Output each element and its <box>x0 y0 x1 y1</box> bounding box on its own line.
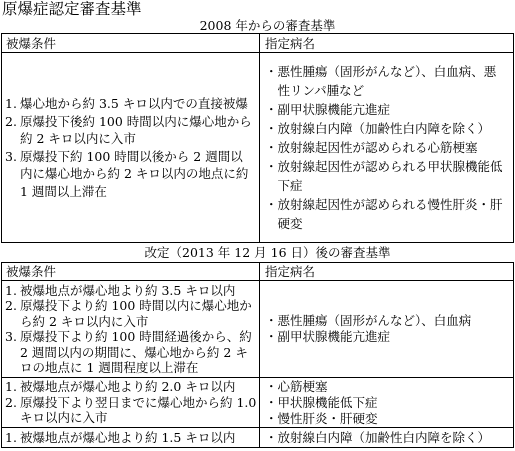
disease-item: ・放射線起因性が認められる慢性肝炎・肝 硬変 <box>265 197 503 231</box>
exposure-conditions-cell <box>2 428 260 448</box>
table-row <box>2 378 514 428</box>
condition-number: 1. <box>5 282 17 298</box>
disease-item: ・放射線白内障（加齢性白内障を除く） <box>265 429 491 445</box>
disease-item: ・放射線起因性が認められる心筋梗塞 <box>265 140 478 155</box>
table-header-row <box>2 34 514 53</box>
disease-item: ・甲状腺機能低下症 <box>265 394 378 410</box>
disease-item: ・副甲状腺機能亢進症 <box>265 329 391 344</box>
condition-text: 被爆地点が爆心地より約 1.5 キロ以内 <box>20 429 236 445</box>
column-header-exposure-conditions <box>2 263 260 281</box>
column-header-designated-diseases <box>260 34 514 53</box>
document-title: 原爆症認定審査基準 <box>2 0 142 18</box>
column-header-label: 被爆条件 <box>6 264 57 279</box>
disease-item: ・放射線白内障（加齢性白内障を除く） <box>265 121 491 136</box>
condition-number: 1. <box>5 379 17 395</box>
exposure-conditions-cell <box>2 281 260 378</box>
condition-item <box>5 113 258 148</box>
column-header-designated-diseases <box>260 263 514 281</box>
column-header-exposure-conditions <box>2 34 260 53</box>
condition-number: 1. <box>5 429 17 445</box>
designated-diseases-cell <box>260 53 514 243</box>
condition-text: 原爆投下より約 100 時間以内に爆心地か ら約 2 キロ以内に入市 <box>20 298 252 329</box>
condition-text: 被爆地点が爆心地より約 2.0 キロ以内 <box>20 379 236 395</box>
disease-item: ・悪性腫瘍（固形がんなど）、白血病、悪 性リンパ腫など <box>265 64 497 98</box>
designated-diseases-cell <box>260 378 514 428</box>
condition-item <box>5 395 258 426</box>
condition-text: 原爆投下より翌日までに爆心地から約 1.0 キロ以内に入市 <box>20 394 257 426</box>
condition-number: 1. <box>5 96 17 111</box>
column-header-label: 被爆条件 <box>6 35 57 51</box>
condition-item <box>5 95 258 113</box>
section-heading-2008: 2008 年からの審査基準 <box>199 18 336 33</box>
table-row <box>2 428 514 448</box>
condition-item <box>5 379 258 395</box>
disease-item: ・心筋梗塞 <box>265 378 328 394</box>
designated-diseases-cell <box>260 428 514 448</box>
table-header-row <box>2 263 514 281</box>
condition-item <box>5 283 258 299</box>
condition-text: 被爆地点が爆心地より約 3.5 キロ以内 <box>20 282 236 298</box>
condition-item <box>5 430 258 446</box>
condition-text: 原爆投下後約 100 時間以内に爆心地から 約 2 キロ以内に入市 <box>20 113 252 146</box>
condition-number: 3. <box>5 148 17 164</box>
table-row <box>2 53 514 243</box>
disease-item: ・放射線起因性が認められる甲状腺機能低 下症 <box>265 159 503 193</box>
condition-text: 爆心地から約 3.5 キロ以内での直接被爆 <box>20 96 248 111</box>
condition-item <box>5 298 258 329</box>
disease-item: ・副甲状腺機能亢進症 <box>265 102 391 117</box>
condition-item <box>5 329 258 376</box>
condition-number: 3. <box>5 329 17 344</box>
designated-diseases-cell <box>260 281 514 378</box>
condition-text: 原爆投下より約 100 時間経過後から、約 2 週間以内の期間に、爆心地から約 2 キ ロの地点に 1 週間程度以上滞在 <box>20 329 252 375</box>
criteria-table-2013 <box>1 262 514 448</box>
condition-text: 原爆投下約 100 時間以後から 2 週間以 内に爆心地から約 2 キロ以内の地点に約 1 週間以上滞在 <box>20 148 249 199</box>
disease-item: ・慢性肝炎・肝硬変 <box>265 410 378 426</box>
condition-number: 2. <box>5 394 17 410</box>
section-heading-2013-revision: 改定（2013 年 12 月 16 日）後の審査基準 <box>144 245 391 260</box>
condition-number: 2. <box>5 298 17 313</box>
table-row <box>2 281 514 378</box>
condition-item <box>5 148 258 201</box>
column-header-label: 指定病名 <box>265 264 316 279</box>
condition-number: 2. <box>5 113 17 129</box>
column-header-label: 指定病名 <box>265 35 316 51</box>
disease-item: ・悪性腫瘍（固形がんなど）、白血病 <box>265 313 472 328</box>
exposure-conditions-cell <box>2 378 260 428</box>
criteria-table-2008 <box>1 33 514 243</box>
exposure-conditions-cell <box>2 53 260 243</box>
